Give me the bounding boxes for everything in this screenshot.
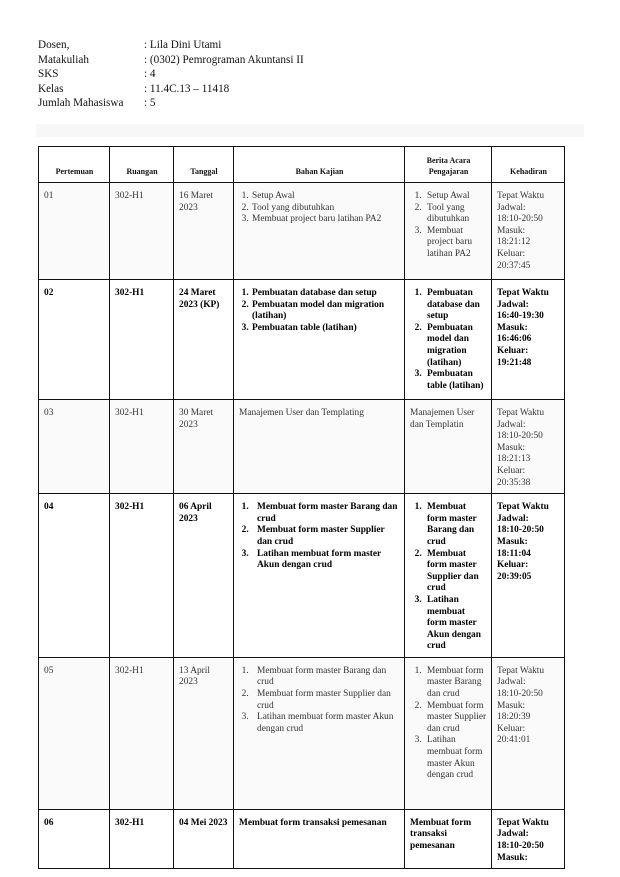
kehadiran-line: 19:21:48 [497,357,532,368]
kehadiran-line: Keluar: [497,248,526,259]
kehadiran-cell [492,400,565,494]
header-row-dosen [38,38,304,53]
kehadiran-line: 18:20:39 [497,712,531,723]
bahan-cell: Manajemen User dan Templating [234,400,405,494]
section-divider [36,124,584,137]
kehadiran-line: 20:39:05 [497,571,532,582]
ruangan-cell: 302-H1 [110,183,174,280]
list-item: 3. Membuat project baru latihan PA2 [424,226,487,261]
ruangan-cell: 302-H1 [110,494,174,658]
kehadiran-line: Keluar: [497,465,526,476]
kehadiran-line: 20:41:01 [497,735,531,746]
kehadiran-line: 18:11:04 [497,548,531,559]
col-ruangan: Ruangan [110,147,174,183]
kehadiran-line: 16:46:06 [497,334,532,345]
berita-cell: Membuat form transaksi pemesanan [405,809,492,868]
col-pertemuan: Pertemuan [39,147,110,183]
list-item: 1. Membuat form master Barang dan crud [424,502,487,548]
list-item: 3. Latihan membuat form master Akun dengan crud [424,735,487,781]
kelas-label: Kelas [38,82,64,95]
matakuliah-label: Matakuliah [38,53,89,66]
kehadiran-line: Keluar: [497,560,529,571]
kehadiran-line: 18:10-20:50 [497,689,543,700]
pertemuan-cell: 02 [39,280,110,400]
pertemuan-cell: 03 [39,400,110,494]
kehadiran-cell [492,280,565,400]
ruangan-cell: 302-H1 [110,400,174,494]
bahan-cell [234,494,405,658]
kehadiran-line: Jadwal: [497,202,526,213]
table-row [39,400,565,494]
kehadiran-line: 18:10-20:50 [497,214,543,225]
pertemuan-cell: 01 [39,183,110,280]
list-item: 3. Latihan membuat form master Akun dengan crud [251,549,400,572]
berita-cell [405,183,492,280]
list-item: 3. Pembuatan table (latihan) [251,323,400,335]
list-item: 1. Pembuatan database dan setup [424,288,487,323]
sks-label: SKS [38,68,59,80]
berita-cell [405,280,492,400]
kehadiran-line: 18:10-20:50 [497,431,543,442]
kehadiran-line: Jadwal: [497,829,529,840]
berita-cell [405,494,492,658]
col-kehadiran: Kehadiran [492,147,565,183]
kehadiran-line: Masuk: [497,536,528,547]
pertemuan-cell: 06 [39,809,110,868]
dosen-label: Dosen, [38,39,70,51]
teaching-journal-table [38,146,565,869]
list-item: 2. Membuat form master Supplier dan crud [251,525,400,548]
table-row [39,280,565,400]
table-header-row [39,147,565,183]
kehadiran-line: Keluar: [497,723,526,734]
ruangan-cell: 302-H1 [110,809,174,868]
kehadiran-line: Keluar: [497,345,529,356]
list-item: 2. Pembuatan model dan migration (latihan) [424,323,487,369]
kehadiran-line: Masuk: [497,225,526,236]
tanggal-cell: 16 Maret 2023 [174,183,234,280]
tanggal-cell: 04 Mei 2023 [174,809,234,868]
kehadiran-line: 18:21:13 [497,454,531,465]
kehadiran-line: 16:40-19:30 [497,311,544,322]
kehadiran-line: Jadwal: [497,677,526,688]
header-row-sks [38,67,304,82]
course-header [38,38,304,111]
kehadiran-line: 20:37:45 [497,260,531,271]
kehadiran-line: Jadwal: [497,513,529,524]
kehadiran-line: 18:21:12 [497,237,531,248]
pertemuan-cell: 05 [39,657,110,809]
table-row [39,809,565,868]
kehadiran-status: Tepat Waktu [497,817,549,828]
jumlah-value: : 5 [144,97,156,109]
kehadiran-line: Masuk: [497,322,528,333]
tanggal-cell: 06 April 2023 [174,494,234,658]
header-row-jumlah [38,96,304,111]
kehadiran-line: Masuk: [497,852,528,863]
matakuliah-value: : (0302) Pemrograman Akuntansi II [144,53,304,66]
col-berita-acara: Berita Acara Pengajaran [405,147,492,183]
list-item: 1. Membuat form master Barang dan crud [424,666,487,701]
kehadiran-line: Jadwal: [497,299,529,310]
header-row-kelas [38,82,304,97]
kehadiran-status: Tepat Waktu [497,408,545,418]
tanggal-cell: 30 Maret 2023 [174,400,234,494]
kehadiran-line: Masuk: [497,442,526,453]
kehadiran-status: Tepat Waktu [497,288,549,298]
header-row-matakuliah [38,53,304,68]
kehadiran-cell [492,494,565,658]
ruangan-cell: 302-H1 [110,280,174,400]
table-row [39,657,565,809]
col-tanggal: Tanggal [174,147,234,183]
list-item: 2. Tool yang dibutuhkan [424,203,487,226]
list-item: 2. Tool yang dibutuhkan [251,203,400,215]
list-item: 2. Pembuatan model dan migration (latihan) [251,300,400,323]
list-item: 1. Membuat form master Barang dan crud [251,502,400,525]
kehadiran-status: Tepat Waktu [497,191,545,201]
table-row [39,183,565,280]
list-item: 3. Pembuatan table (latihan) [424,369,487,392]
berita-cell [405,657,492,809]
bahan-cell [234,657,405,809]
list-item: 1. Setup Awal [424,191,487,203]
kehadiran-cell [492,809,565,868]
tanggal-cell: 13 April 2023 [174,657,234,809]
list-item: 2. Membuat form master Supplier dan crud [424,549,487,595]
kehadiran-status: Tepat Waktu [497,502,549,513]
col-bahan-kajian: Bahan Kajian [234,147,405,183]
kehadiran-status: Tepat Waktu [497,665,545,676]
jumlah-label: Jumlah Mahasiswa [38,97,124,109]
list-item: 2. Membuat form master Supplier dan crud [251,689,400,712]
tanggal-cell: 24 Maret 2023 (KP) [174,280,234,400]
list-item: 2. Membuat form master Supplier dan crud [424,701,487,736]
kelas-value: : 11.4C.13 – 11418 [144,82,230,95]
bahan-cell [234,183,405,280]
pertemuan-cell: 04 [39,494,110,658]
list-item: 1. Setup Awal [251,191,400,203]
list-item: 1. Pembuatan database dan setup [251,288,400,300]
bahan-cell [234,280,405,400]
list-item: 1. Membuat form master Barang dan crud [251,666,400,689]
kehadiran-line: 18:10-20:50 [497,525,544,536]
list-item: 3. Latihan membuat form master Akun dengan crud [424,595,487,653]
ruangan-cell: 302-H1 [110,657,174,809]
bahan-cell: Membuat form transaksi pemesanan [234,809,405,868]
kehadiran-line: 18:10-20:50 [497,841,544,852]
kehadiran-line: 20:35:38 [497,477,531,488]
kehadiran-line: Jadwal: [497,419,526,430]
kehadiran-line: Masuk: [497,700,526,711]
dosen-value: : Lila Dini Utami [144,39,222,51]
kehadiran-cell [492,183,565,280]
table-row [39,494,565,658]
list-item: 3. Membuat project baru latihan PA2 [251,214,400,226]
kehadiran-cell [492,657,565,809]
sks-value: : 4 [144,68,156,80]
berita-cell: Manajemen User dan Templatin [405,400,492,494]
list-item: 3. Latihan membuat form master Akun dengan crud [251,712,400,735]
